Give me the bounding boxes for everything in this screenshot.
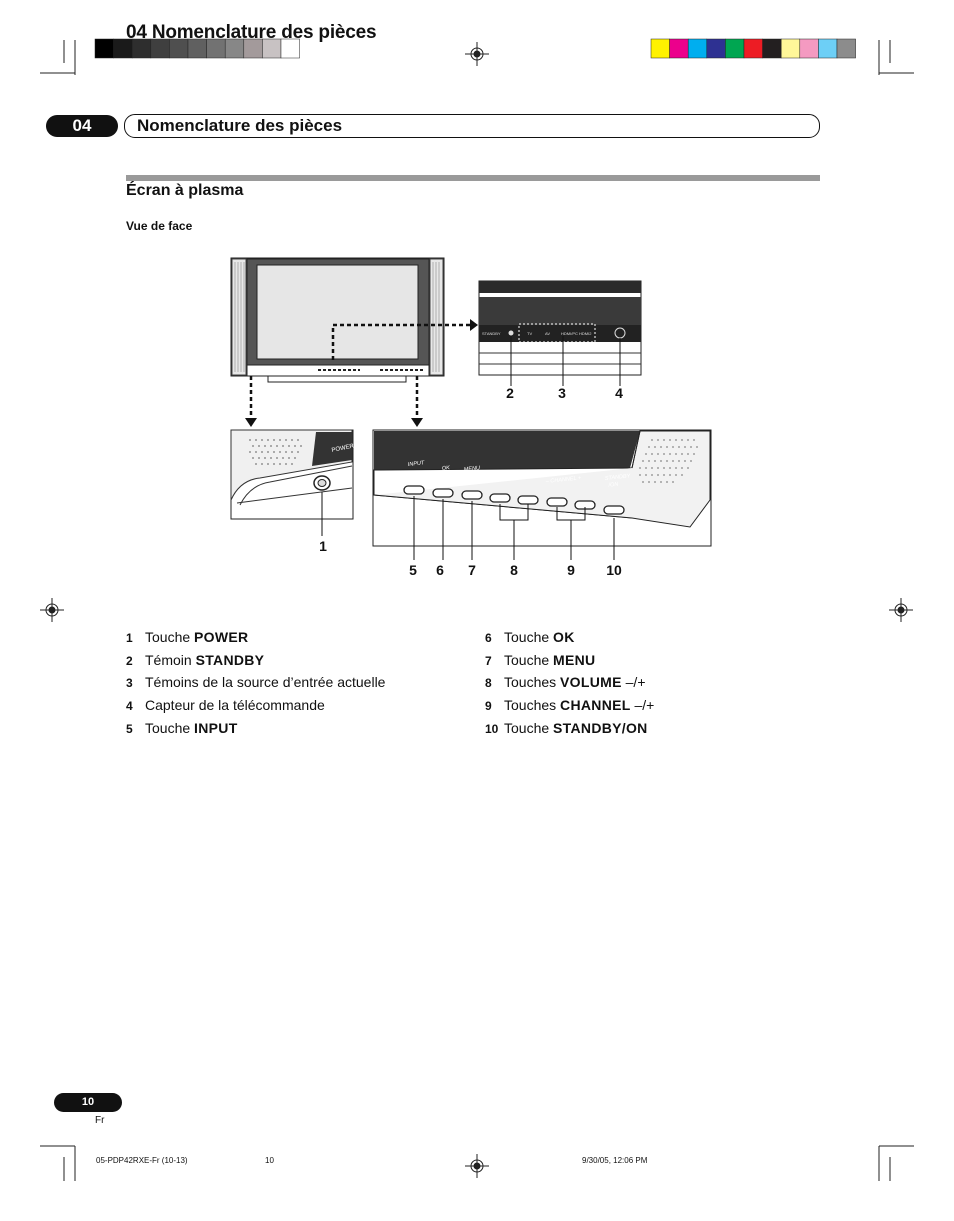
svg-text:AV: AV: [545, 331, 551, 336]
plasma-front-illustration: [231, 258, 444, 382]
figure-subtitle: Vue de face: [126, 219, 193, 233]
indicator-detail: [479, 281, 641, 386]
legend-item: 8 Touches VOLUME –/+: [485, 674, 646, 691]
colour-swatch: [818, 39, 837, 58]
svg-text:HDMI/PC: HDMI/PC: [561, 331, 578, 336]
section-title: Écran à plasma: [126, 182, 244, 199]
chapter-number-badge: 04: [46, 115, 118, 137]
page-number-badge: 10: [54, 1093, 122, 1112]
callout-number: 10: [606, 562, 622, 578]
legend-item: 5 Touche INPUT: [126, 719, 238, 736]
colour-swatch: [763, 39, 782, 58]
control-panel-detail: [373, 430, 711, 560]
legend-item: 2 Témoin STANDBY: [126, 651, 265, 668]
panel-label: MENU: [463, 465, 481, 473]
legend-item: 3 Témoins de la source d’entrée actuelle: [126, 674, 386, 691]
registration-mark-bottom: [465, 1154, 489, 1178]
panel-button: [433, 489, 453, 497]
colour-swatch: [837, 39, 856, 58]
legend-item: 1 Touche POWER: [126, 629, 249, 645]
colour-swatch: [688, 39, 707, 58]
callout-number: 1: [319, 538, 327, 554]
registration-mark-left: [40, 598, 64, 622]
crop-marks: [40, 40, 914, 1181]
colour-bar: [651, 39, 856, 58]
panel-label: STANDBY: [604, 473, 631, 482]
legend-column-right: [485, 627, 654, 741]
panel-button: [404, 486, 424, 494]
callout-number: 8: [510, 562, 518, 578]
legend-item: 10 Touche STANDBY/ON: [485, 719, 648, 736]
gray-swatch: [95, 39, 114, 58]
panel-label: INPUT: [407, 460, 425, 468]
callout-number: 6: [436, 562, 444, 578]
section-rule: [126, 175, 820, 181]
svg-text:TV: TV: [527, 331, 533, 336]
panel-label: – VOLUME +: [491, 469, 525, 479]
panel-label: – CHANNEL +: [545, 475, 582, 485]
power-side-detail: [231, 430, 355, 536]
callout-number: 7: [468, 562, 476, 578]
legend-item: 9 Touches CHANNEL –/+: [485, 697, 655, 714]
panel-label: P: [569, 468, 574, 475]
panel-label: OK: [441, 465, 451, 472]
svg-text:HDMI2: HDMI2: [579, 331, 592, 336]
panel-button: [604, 506, 624, 514]
panel-button: [547, 498, 567, 506]
callout-number: 4: [615, 385, 623, 401]
footer-page: 10: [265, 1156, 274, 1165]
running-title: 04 Nomenclature des pièces: [126, 22, 377, 43]
callout-number: 2: [506, 385, 514, 401]
registration-mark-top: [465, 42, 489, 66]
callout-number: 3: [558, 385, 566, 401]
colour-swatch: [800, 39, 819, 58]
colour-swatch: [707, 39, 726, 58]
svg-text:POWER: POWER: [331, 443, 355, 454]
colour-swatch: [670, 39, 689, 58]
legend-item: 4 Capteur de la télécommande: [126, 697, 325, 714]
colour-swatch: [744, 39, 763, 58]
panel-label: /ON: [608, 481, 619, 489]
language-code: Fr: [95, 1115, 105, 1126]
chapter-title: Nomenclature des pièces: [137, 116, 343, 135]
legend-item: 7 Touche MENU: [485, 651, 596, 668]
legend-column-left: [126, 627, 385, 741]
registration-mark-right: [889, 598, 913, 622]
colour-swatch: [651, 39, 670, 58]
colour-swatch: [725, 39, 744, 58]
panel-button: [518, 496, 538, 504]
footer-date: 9/30/05, 12:06 PM: [582, 1156, 648, 1165]
footer-file: 05-PDP42RXE-Fr (10-13): [96, 1156, 188, 1165]
callout-number: 9: [567, 562, 575, 578]
colour-swatch: [781, 39, 800, 58]
legend-item: 6 Touche OK: [485, 629, 575, 645]
svg-text:STANDBY: STANDBY: [482, 331, 501, 336]
panel-button: [490, 494, 510, 502]
panel-button: [462, 491, 482, 499]
callout-number: 5: [409, 562, 417, 578]
